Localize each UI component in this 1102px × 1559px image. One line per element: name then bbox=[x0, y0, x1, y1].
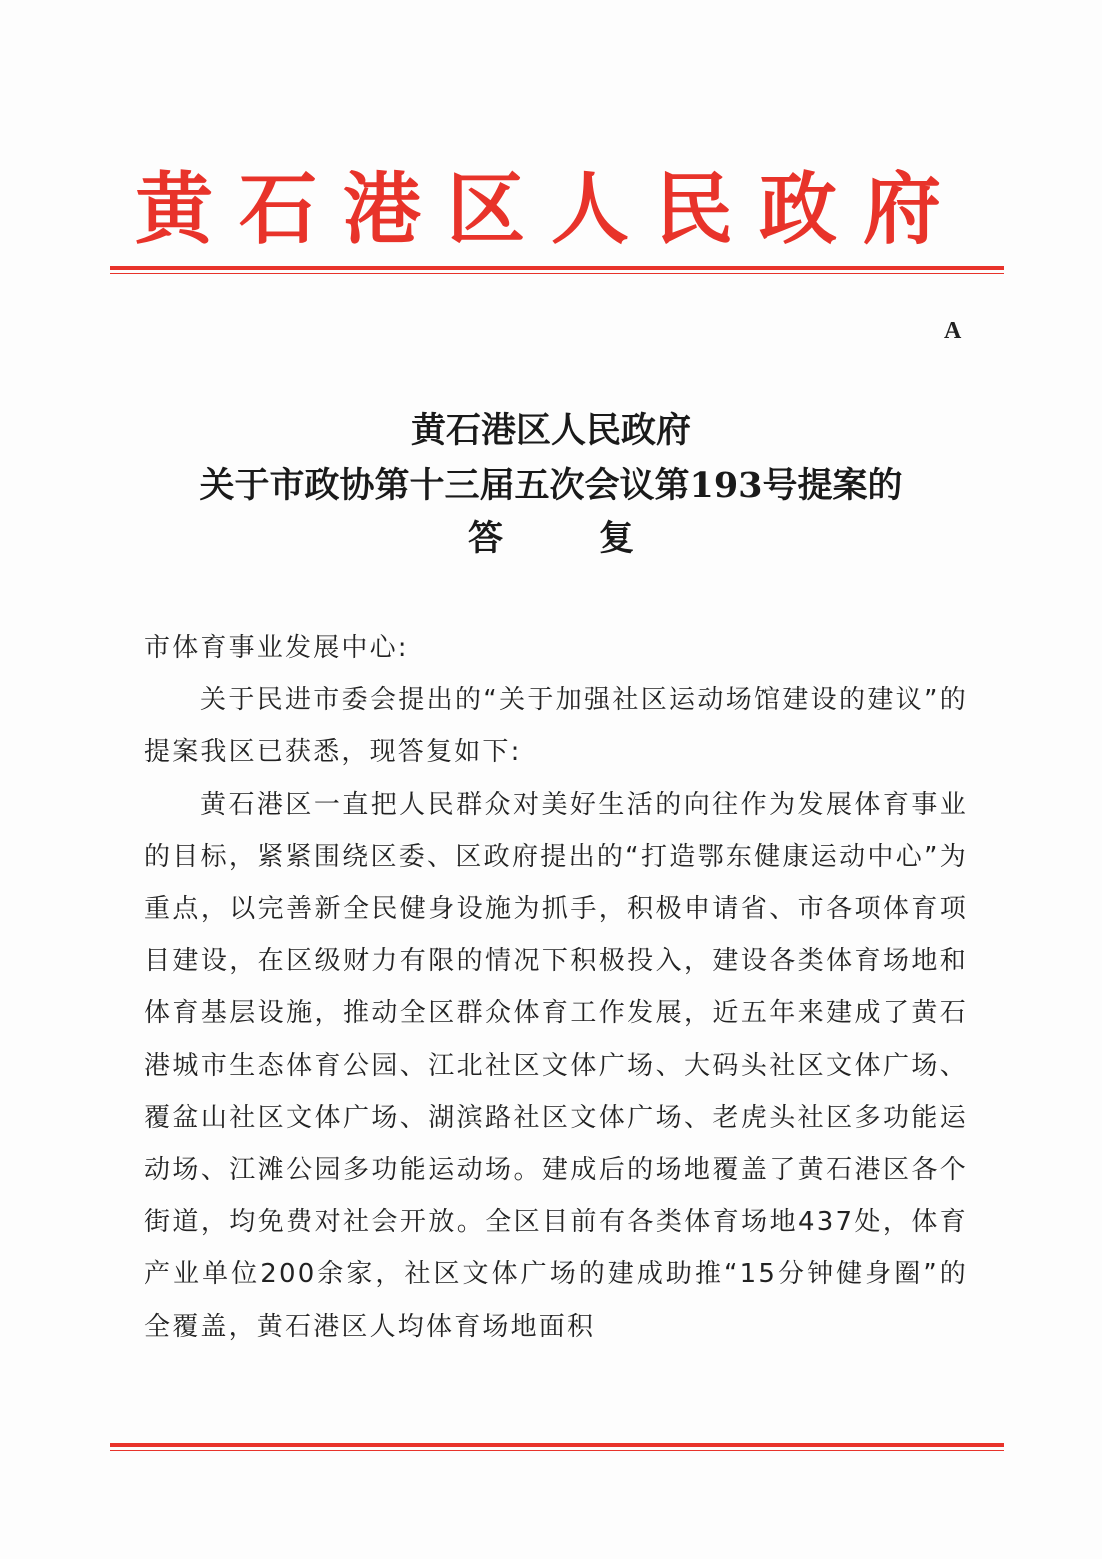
doc-title-line1: 黄石港区人民政府 bbox=[410, 410, 691, 451]
header-red-rule bbox=[110, 266, 1004, 270]
footer-red-rule bbox=[110, 1443, 1004, 1447]
masthead-organization: 黄石港区人民政府 bbox=[134, 164, 967, 255]
document-body bbox=[144, 622, 968, 1353]
doc-title-line3: 答复 bbox=[467, 518, 730, 559]
body-paragraph-2: 黄石港区一直把人民群众对美好生活的向往作为发展体育事业的目标，紧紧围绕区委、区政府提出的“打造鄂东健康运动中心”为重点，以完善新全民健身设施为抓手，积极申请省、市各项体育项目建设，在区级财力有限的情况下积极投入，建设各类体育场地和体育基层设施，推动全区群众体育工作发展，近五年来建成了黄石港城市生态体育公园、江北社区文体广场、大码头社区文体广场、覆盆山社区文体广场、湖滨路社区文体广场、老虎头社区多功能运动场、江滩公园多功能运动场。建成后的场地覆盖了黄石港区各个街道，均免费对社会开放。全区目前有各类体育场地437处，体育产业单位200余家，社区文体广场的建成助推“15分钟健身圈”的全覆盖，黄石港区人均体育场地面积 bbox=[144, 789, 968, 1342]
footer-red-rule-thin bbox=[110, 1450, 1004, 1451]
salutation: 市体育事业发展中心: bbox=[144, 633, 409, 663]
header-red-rule-thin bbox=[110, 273, 1004, 274]
corner-mark: A bbox=[944, 318, 962, 344]
body-paragraph-1: 关于民进市委会提出的“关于加强社区运动场馆建设的建议”的提案我区已获悉，现答复如下: bbox=[144, 685, 968, 768]
doc-title-line2: 关于市政协第十三届五次会议第193号提案的 bbox=[199, 465, 903, 506]
